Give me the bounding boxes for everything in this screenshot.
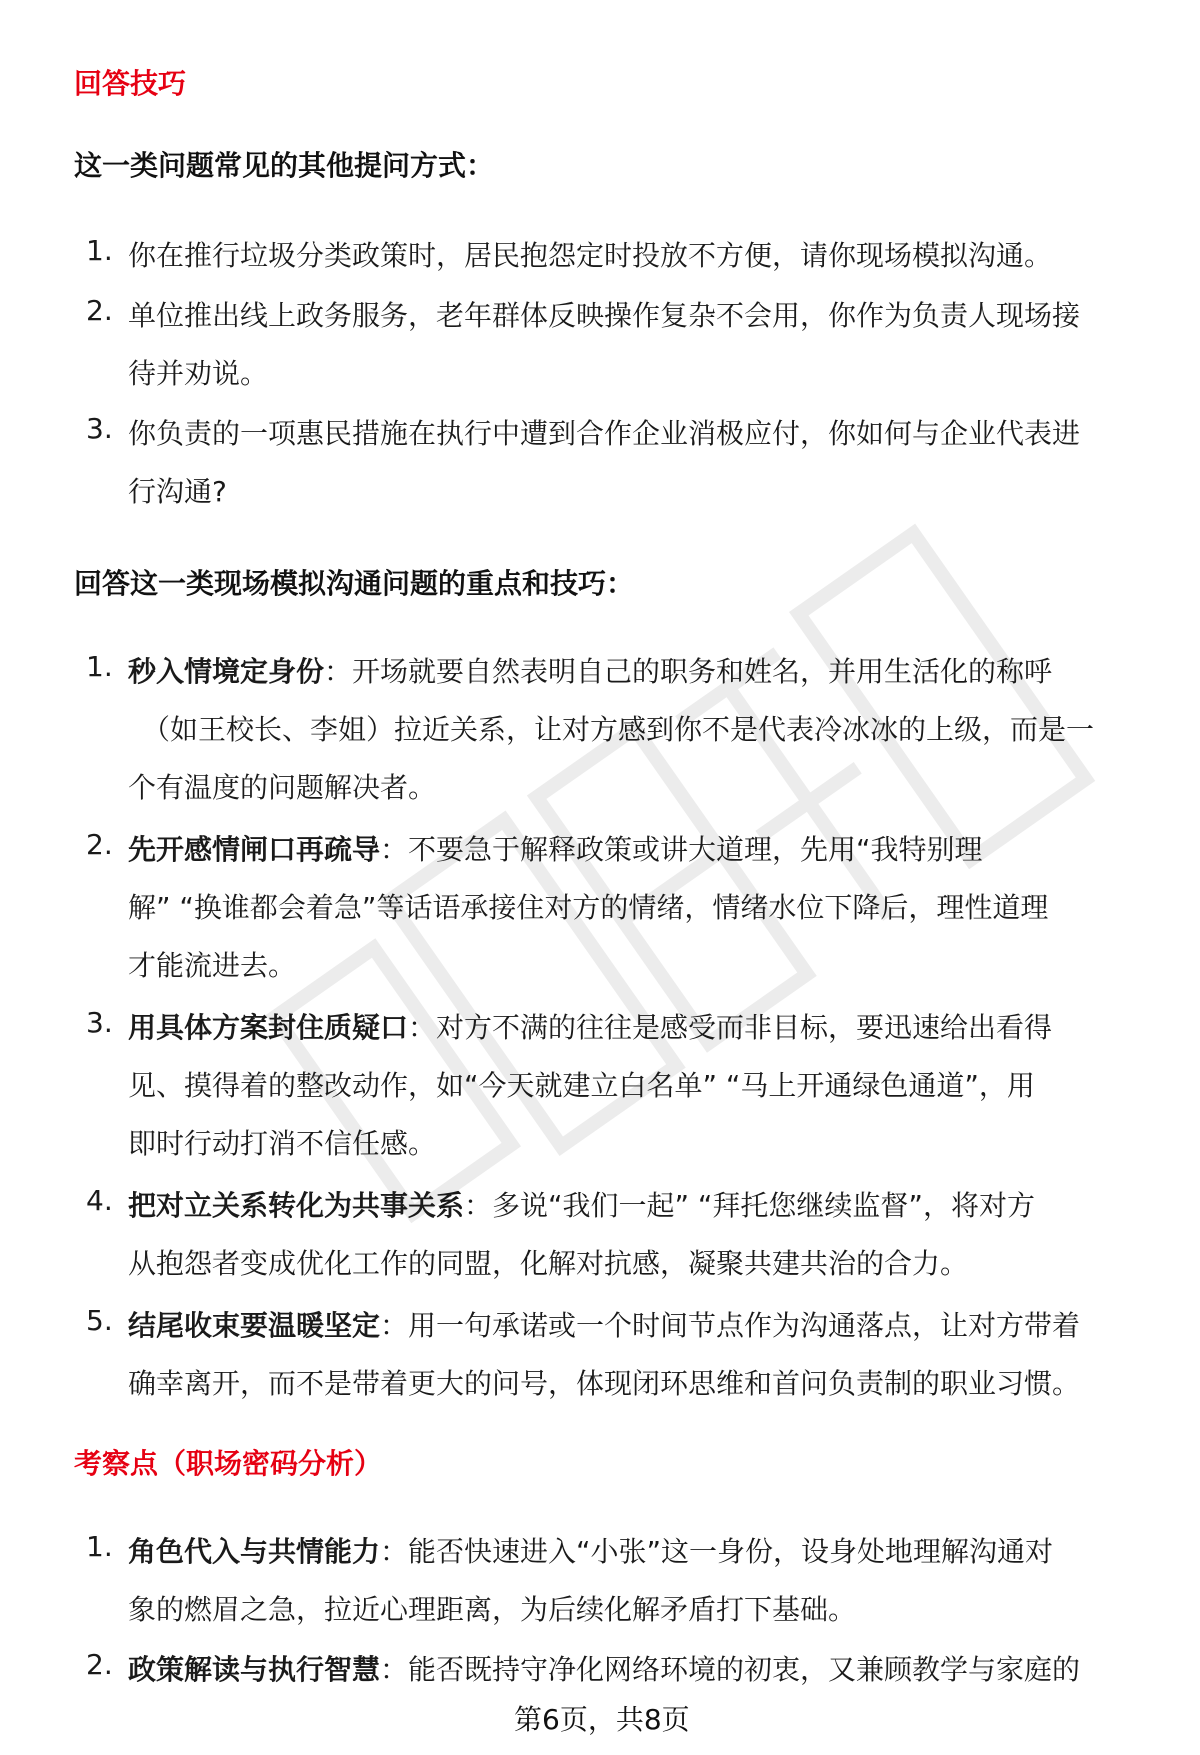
list-number: 5. [86,1304,113,1337]
section-title-key-points: 回答这一类现场模拟沟通问题的重点和技巧： [74,567,635,600]
list-text-line: 即时行动打消不信任感。 [128,1127,437,1160]
list-number: 1. [86,234,113,267]
list-text-line: ：用一句承诺或一个时间节点作为沟通落点，让对方带着 [380,1309,1081,1342]
key-point-heading: 结尾收束要温暖坚定 [128,1309,381,1342]
exam-point-heading: 角色代入与共情能力 [128,1535,381,1568]
list-text-line: 单位推出线上政务服务，老年群体反映操作复杂不会用，你作为负责人现场接 [128,299,1081,332]
list-text-line: ：能否快速进入“小张”这一身份，设身处地理解沟通对 [380,1535,1054,1568]
list-number: 1. [86,1530,113,1563]
key-point-heading: 把对立关系转化为共事关系 [128,1189,465,1222]
list-text-line: ：开场就要自然表明自己的职务和姓名，并用生活化的称呼 [324,655,1053,688]
list-number: 3. [86,412,113,445]
list-text-line: ：多说“我们一起” “拜托您继续监督”，将对方 [464,1189,1035,1222]
page-footer: 第6页，共8页 [514,1703,690,1736]
key-point-heading: 用具体方案封住质疑口 [128,1011,409,1044]
list-number: 1. [86,650,113,683]
list-text-line: 你负责的一项惠民措施在执行中遭到合作企业消极应付，你如何与企业代表进 [128,417,1081,450]
list-text-line: 你在推行垃圾分类政策时，居民抱怨定时投放不方便，请你现场模拟沟通。 [128,239,1053,272]
list-text-line: 个有温度的问题解决者。 [128,771,437,804]
list-text-line: 象的燃眉之急，拉近心理距离，为后续化解矛盾打下基础。 [128,1593,857,1626]
list-text-line: （如王校长、李姐）拉近关系，让对方感到你不是代表冷冰冰的上级，而是一 [142,713,1095,746]
list-number: 2. [86,294,113,327]
key-point-heading: 秒入情境定身份 [128,655,325,688]
list-text-line: 待并劝说。 [128,357,269,390]
list-number: 2. [86,1648,113,1681]
list-number: 3. [86,1006,113,1039]
list-text-line: ：对方不满的往往是感受而非目标，要迅速给出看得 [408,1011,1053,1044]
list-number: 2. [86,828,113,861]
list-text-line: ：能否既持守净化网络环境的初衷，又兼顾教学与家庭的 [380,1653,1081,1686]
section-title-other-ways: 这一类问题常见的其他提问方式： [74,149,495,182]
list-text-line: ：不要急于解释政策或讲大道理，先用“我特别理 [380,833,983,866]
list-text-line: 行沟通? [128,475,227,508]
key-point-heading: 先开感情闸口再疏导 [128,833,381,866]
exam-point-heading: 政策解读与执行智慧 [128,1653,381,1686]
list-text-line: 见、摸得着的整改动作，如“今天就建立白名单” “马上开通绿色通道”，用 [128,1069,1035,1102]
list-text-line: 从抱怨者变成优化工作的同盟，化解对抗感，凝聚共建共治的合力。 [128,1247,969,1280]
section-title-exam: 考察点（职场密码分析） [74,1447,383,1480]
list-number: 4. [86,1184,113,1217]
list-text-line: 解” “换谁都会着急”等话语承接住对方的情绪，情绪水位下降后，理性道理 [128,891,1049,924]
list-text-line: 才能流进去。 [128,949,297,982]
section-title-tips: 回答技巧 [74,67,187,100]
list-text-line: 确幸离开，而不是带着更大的问号，体现闭环思维和首问负责制的职业习惯。 [128,1367,1081,1400]
